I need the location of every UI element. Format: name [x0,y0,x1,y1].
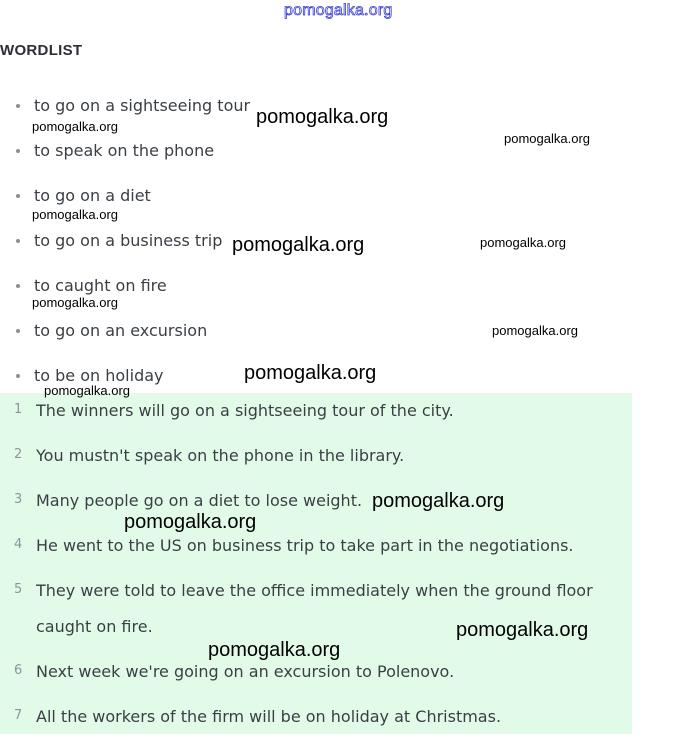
example-text: Many people go on a diet to lose weight. [36,491,363,510]
example-text: You mustn't speak on the phone in the library. [36,446,405,465]
wordlist-item-text: to speak on the phone [34,141,215,160]
watermark: pomogalka.org [232,234,365,256]
example-number: 5 [14,582,23,597]
example-number: 6 [14,663,23,678]
watermark: pomogalka.org [504,131,590,146]
example-number: 1 [14,402,23,417]
bullet-icon [16,149,20,153]
watermark: pomogalka.org [44,383,130,398]
wordlist-heading: WORDLIST [0,42,83,59]
wordlist-item-text: to go on a business trip [34,231,223,250]
wordlist-item-text: to go on a sightseeing tour [34,96,251,115]
bullet-icon [16,329,20,333]
watermark: pomogalka.org [32,207,118,222]
example-number: 4 [14,537,23,552]
example-text: He went to the US on business trip to take part in the negotiations. [36,536,574,555]
wordlist-item-text: to go on an excursion [34,321,208,340]
watermark: pomogalka.org [244,362,377,384]
wordlist-item [16,186,151,205]
wordlist-item [16,321,207,340]
example-number: 7 [14,708,23,723]
wordlist-item [16,276,167,295]
wordlist-item-text: to go on a diet [34,186,151,205]
bullet-icon [16,374,20,378]
example-text: All the workers of the firm will be on holiday at Christmas. [36,707,502,726]
watermark: pomogalka.org [208,639,341,661]
bullet-icon [16,239,20,243]
wordlist-item-text: to caught on fire [34,276,167,295]
watermark: pomogalka.org [32,295,118,310]
bullet-icon [16,194,20,198]
watermark: pomogalka.org [372,490,505,512]
watermark: pomogalka.org [456,619,589,641]
example-number: 2 [14,447,23,462]
watermark: pomogalka.org [32,119,118,134]
watermark: pomogalka.org [256,106,389,128]
examples-panel [0,393,632,734]
example-number: 3 [14,492,23,507]
watermark: pomogalka.org [124,511,257,533]
example-text: They were told to leave the office immediately when the ground floor caught on fire. [36,581,593,636]
example-text: Next week we're going on an excursion to Polenovo. [36,662,455,681]
wordlist-item-text: to be on holiday [34,366,164,385]
watermark: pomogalka.org [480,235,566,250]
bullet-icon [16,104,20,108]
wordlist-item [16,231,222,250]
example-text: The winners will go on a sightseeing tour of the city. [36,401,454,420]
wordlist-item [16,96,250,115]
bullet-icon [16,284,20,288]
site-watermark-top: pomogalka.org [284,2,393,19]
wordlist-item [16,141,214,160]
watermark: pomogalka.org [492,323,578,338]
